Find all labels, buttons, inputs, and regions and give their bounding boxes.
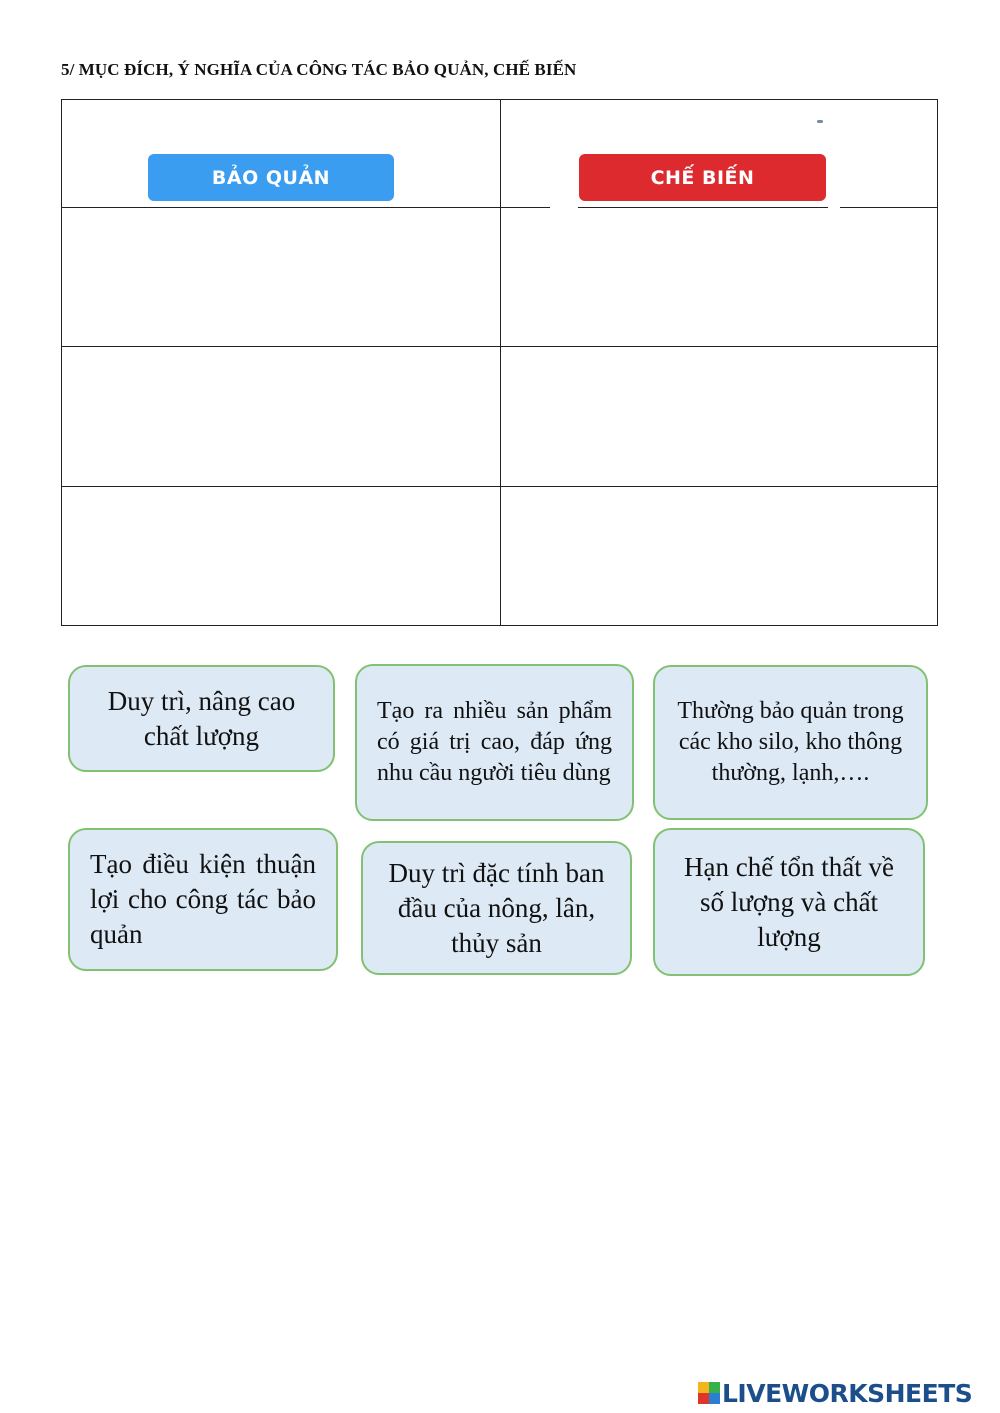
brand-name: LIVEWORKSHEETS (722, 1378, 973, 1408)
answer-card[interactable] (361, 841, 632, 975)
drop-zone-bao-quan-2[interactable] (62, 347, 500, 486)
answer-card[interactable] (68, 828, 338, 971)
drop-zone-che-bien-2[interactable] (501, 347, 938, 486)
answer-card[interactable] (653, 665, 928, 820)
answer-card[interactable] (68, 665, 335, 772)
header-che-bien: CHẾ BIẾN (579, 154, 826, 201)
drop-zone-bao-quan-1[interactable] (62, 208, 500, 346)
answer-card[interactable] (355, 664, 634, 821)
worksheet-title: 5/ MỤC ĐÍCH, Ý NGHĨA CỦA CÔNG TÁC BẢO QUẢN, CHẾ BIẾN (61, 60, 577, 79)
header-bao-quan: BẢO QUẢN (148, 154, 394, 201)
card-text: Thường bảo quản trong các kho silo, kho thông thường, lạnh,…. (677, 698, 904, 786)
card-text: Duy trì đặc tính ban đầu của nông, lân, thủy sản (388, 857, 605, 958)
card-text: Hạn chế tổn thất về số lượng và chất lượng (684, 851, 894, 952)
card-text: Tạo điều kiện thuận lợi cho công tác bảo quản (90, 849, 316, 949)
liveworksheets-logo-icon (698, 1382, 720, 1404)
brand-logo (698, 1378, 972, 1408)
drop-zone-che-bien-3[interactable] (501, 487, 938, 625)
drop-zone-bao-quan-3[interactable] (62, 487, 500, 625)
answer-card[interactable] (653, 828, 925, 976)
sorting-table (61, 99, 938, 626)
stray-mark (817, 120, 823, 123)
drop-zone-che-bien-1[interactable] (501, 208, 938, 346)
card-text: Duy trì, nâng cao chất lượng (107, 685, 296, 751)
card-text: Tạo ra nhiều sản phẩm có giá trị cao, đáp ứng nhu cầu người tiêu dùng (377, 698, 612, 786)
